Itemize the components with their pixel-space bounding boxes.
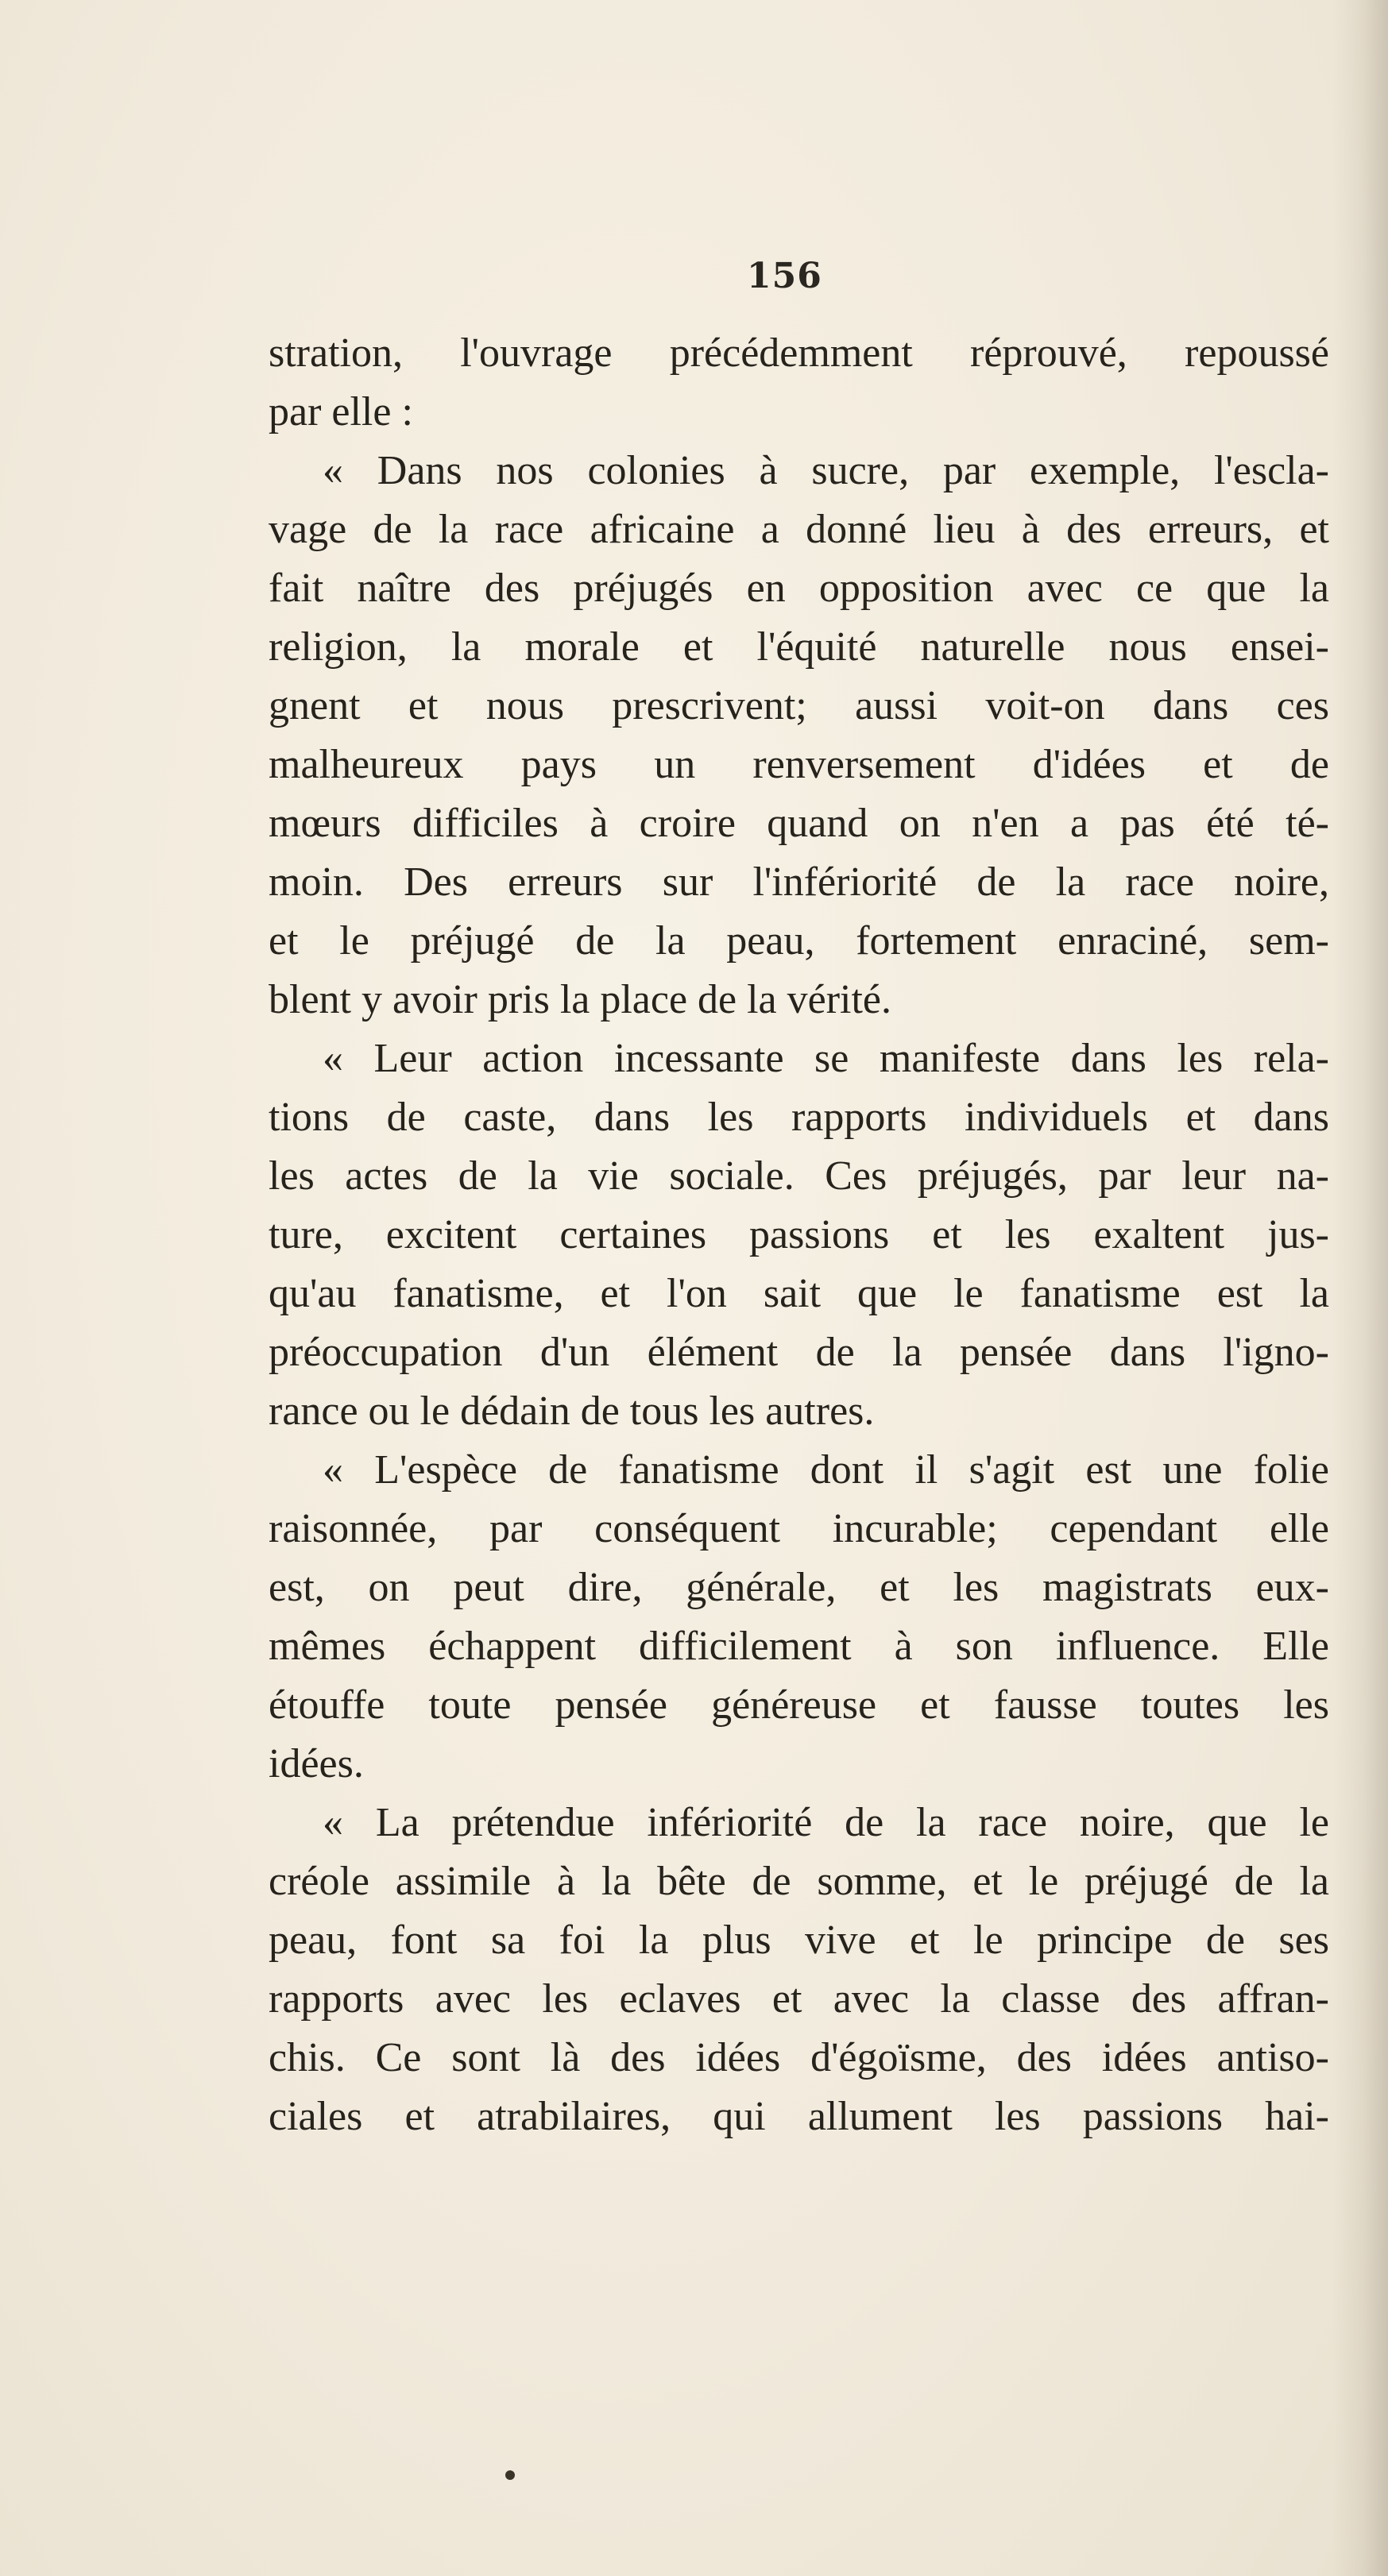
- ink-speck: [505, 2470, 515, 2480]
- page-gutter-shadow: [1332, 0, 1388, 2576]
- text-line: « Dans nos colonies à sucre, par exemple, l'escla-: [323, 448, 1329, 493]
- text-line: raisonnée, par conséquent incurable; cependant elle: [269, 1506, 1329, 1551]
- text-line: moin. Des erreurs sur l'infériorité de la race noire,: [269, 859, 1329, 905]
- text-line: mêmes échappent difficilement à son influence. Elle: [269, 1624, 1329, 1669]
- text-line: gnent et nous prescrivent; aussi voit-on dans ces: [269, 683, 1329, 728]
- text-line: « La prétendue infériorité de la race noire, que le: [323, 1800, 1329, 1845]
- text-line: est, on peut dire, générale, et les magistrats eux-: [269, 1565, 1329, 1610]
- text-line: vage de la race africaine a donné lieu à des erreurs, et: [269, 507, 1329, 552]
- text-line: malheureux pays un renversement d'idées et de: [269, 742, 1329, 787]
- text-line: religion, la morale et l'équité naturelle nous ensei-: [269, 624, 1329, 670]
- text-line: stration, l'ouvrage précédemment réprouvé, repoussé: [269, 330, 1329, 376]
- text-line: idées.: [269, 1741, 364, 1786]
- text-line: mœurs difficiles à croire quand on n'en a pas été té-: [269, 801, 1329, 846]
- text-line: préoccupation d'un élément de la pensée dans l'igno-: [269, 1330, 1329, 1375]
- text-line: par elle :: [269, 389, 413, 434]
- text-line: étouffe toute pensée généreuse et fausse toutes les: [269, 1682, 1329, 1728]
- text-line: « Leur action incessante se manifeste dans les rela-: [323, 1036, 1329, 1081]
- text-line: ture, excitent certaines passions et les exaltent jus-: [269, 1212, 1329, 1257]
- text-line: ciales et atrabilaires, qui allument les passions hai-: [269, 2094, 1329, 2139]
- text-line: fait naître des préjugés en opposition avec ce que la: [269, 566, 1329, 611]
- text-line: blent y avoir pris la place de la vérité.: [269, 977, 892, 1022]
- text-line: et le préjugé de la peau, fortement enraciné, sem-: [269, 918, 1329, 964]
- text-line: peau, font sa foi la plus vive et le principe de ses: [269, 1918, 1329, 1963]
- text-line: qu'au fanatisme, et l'on sait que le fanatisme est la: [269, 1271, 1329, 1316]
- text-line: rapports avec les eclaves et avec la classe des affran-: [269, 1976, 1329, 2022]
- text-line: chis. Ce sont là des idées d'égoïsme, des idées antiso-: [269, 2035, 1329, 2080]
- text-line: tions de caste, dans les rapports individuels et dans: [269, 1095, 1329, 1140]
- text-line: rance ou le dédain de tous les autres.: [269, 1388, 875, 1434]
- text-line: les actes de la vie sociale. Ces préjugés, par leur na-: [269, 1153, 1329, 1199]
- text-line: créole assimile à la bête de somme, et le préjugé de la: [269, 1859, 1329, 1904]
- text-line: « L'espèce de fanatisme dont il s'agit est une folie: [323, 1447, 1329, 1493]
- page-number: 156: [747, 256, 822, 296]
